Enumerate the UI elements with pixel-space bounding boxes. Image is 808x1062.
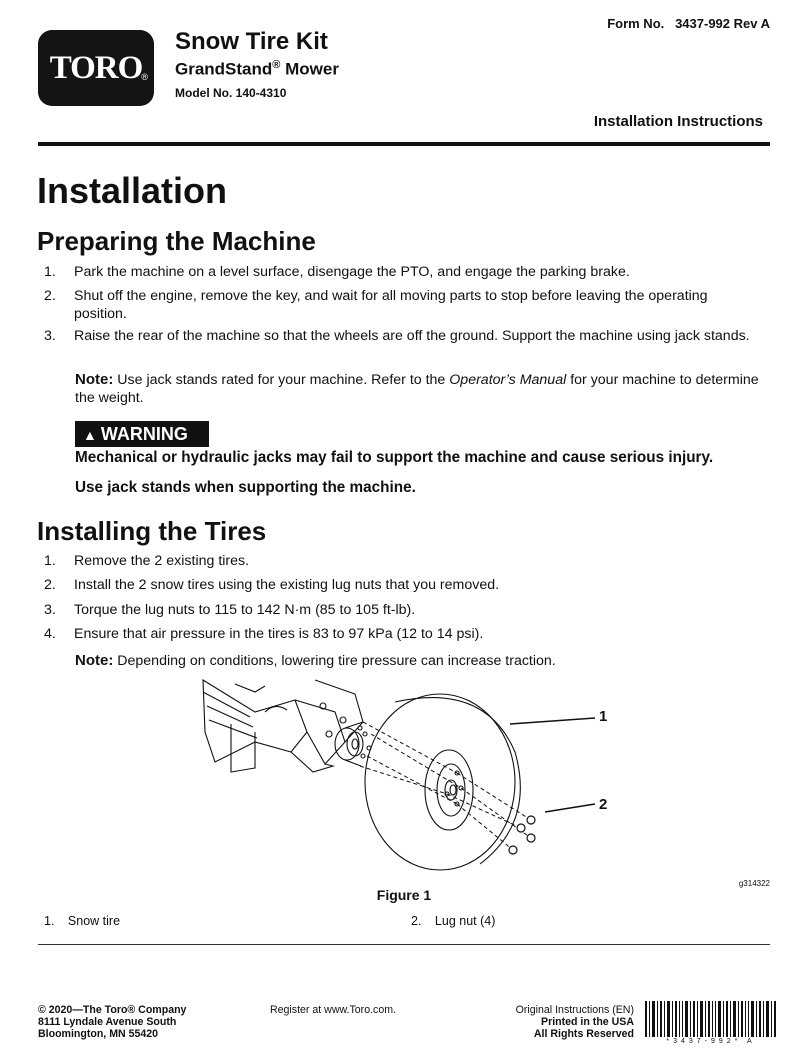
subtitle-rest: Mower (280, 59, 339, 79)
instructions-label: Installation Instructions (593, 113, 763, 130)
installing-heading: Installing the Tires (37, 516, 267, 546)
step-text: Raise the rear of the machine so that the wheels are off the ground. Support the machine using jack stands. (74, 328, 750, 344)
footer-rights (516, 1004, 634, 1040)
warning-line-1: Mechanical or hydraulic jacks may fail to support the machine and cause serious injury. (75, 449, 714, 466)
legend-text: Snow tire (67, 914, 121, 928)
warning-label: WARNING (100, 424, 188, 444)
toro-logo (38, 30, 154, 106)
operators-manual-ref: Operator’s Manual (449, 372, 567, 388)
warning-badge (75, 421, 209, 447)
model-number: Model No. 140-4310 (175, 86, 287, 100)
step-number: 3. (44, 328, 56, 344)
tire-installation-illustration (195, 672, 625, 872)
subtitle-brand: GrandStand (175, 59, 273, 79)
doc-subtitle (175, 59, 339, 80)
traction-note (75, 652, 765, 670)
figure-caption: Figure 1 (376, 887, 432, 903)
step-text: Install the 2 snow tires using the existing lug nuts that you removed. (74, 577, 500, 593)
note-text: Depending on conditions, lowering tire pressure can increase traction. (113, 653, 556, 669)
copyright: © 2020—The Toro® Company (38, 1004, 187, 1016)
form-number: Form No. 3437-992 Rev A (607, 16, 770, 31)
logo-registered-mark: ® (141, 72, 148, 82)
doc-title: Snow Tire Kit (175, 28, 328, 55)
legend-item (44, 914, 120, 928)
note-text: for your machine to determine the weight. (75, 372, 759, 406)
figure-code: g314322 (738, 879, 770, 888)
step-number: 4. (44, 626, 56, 642)
subtitle-reg: ® (272, 59, 281, 71)
step-text: Remove the 2 existing tires. (74, 553, 250, 569)
step-text: Torque the lug nuts to 115 to 142 N·m (85 to 105 ft-lb). (74, 602, 416, 618)
legend-item (411, 914, 495, 928)
step-text: Shut off the engine, remove the key, and wait for all moving parts to stop before leaving the operating position. (74, 288, 708, 322)
section-title: Installation (37, 170, 228, 211)
note-text: Use jack stands rated for your machine. Refer to the (113, 372, 450, 388)
legend-number: 1. (44, 914, 55, 928)
warning-triangle-icon: ▲ (83, 427, 97, 443)
printed-in: Printed in the USA (541, 1016, 634, 1028)
note-label: Note: (75, 371, 114, 388)
step-number: 3. (44, 602, 56, 618)
logo-text: TORO (49, 50, 143, 86)
header-divider (38, 142, 770, 146)
callout-1: 1 (599, 708, 608, 725)
legend-number: 2. (411, 914, 422, 928)
original-instructions: Original Instructions (EN) (515, 1004, 634, 1016)
barcode-text: *3437-992* A (666, 1038, 756, 1045)
legend-text: Lug nut (4) (434, 914, 496, 928)
callout-2: 2 (599, 796, 608, 813)
step-text: Park the machine on a level surface, disengage the PTO, and engage the parking brake. (74, 264, 630, 280)
step-number: 1. (44, 553, 56, 569)
preparing-heading: Preparing the Machine (37, 226, 316, 256)
step-text: Ensure that air pressure in the tires is 83 to 97 kPa (12 to 14 psi). (74, 626, 484, 642)
legend-divider (38, 944, 770, 945)
rights-reserved: All Rights Reserved (533, 1028, 634, 1040)
step-number: 2. (44, 288, 56, 304)
step-number: 2. (44, 577, 56, 593)
warning-line-2: Use jack stands when supporting the machine. (75, 479, 416, 496)
address-line-1: 8111 Lyndale Avenue South (38, 1016, 177, 1028)
barcode (645, 1001, 777, 1039)
footer-company (38, 1004, 186, 1040)
step-number: 1. (44, 264, 56, 280)
jack-stand-note (75, 371, 765, 407)
register-text: Register at www.Toro.com. (270, 1004, 396, 1016)
address-line-2: Bloomington, MN 55420 (38, 1028, 159, 1040)
note-label: Note: (75, 652, 114, 669)
